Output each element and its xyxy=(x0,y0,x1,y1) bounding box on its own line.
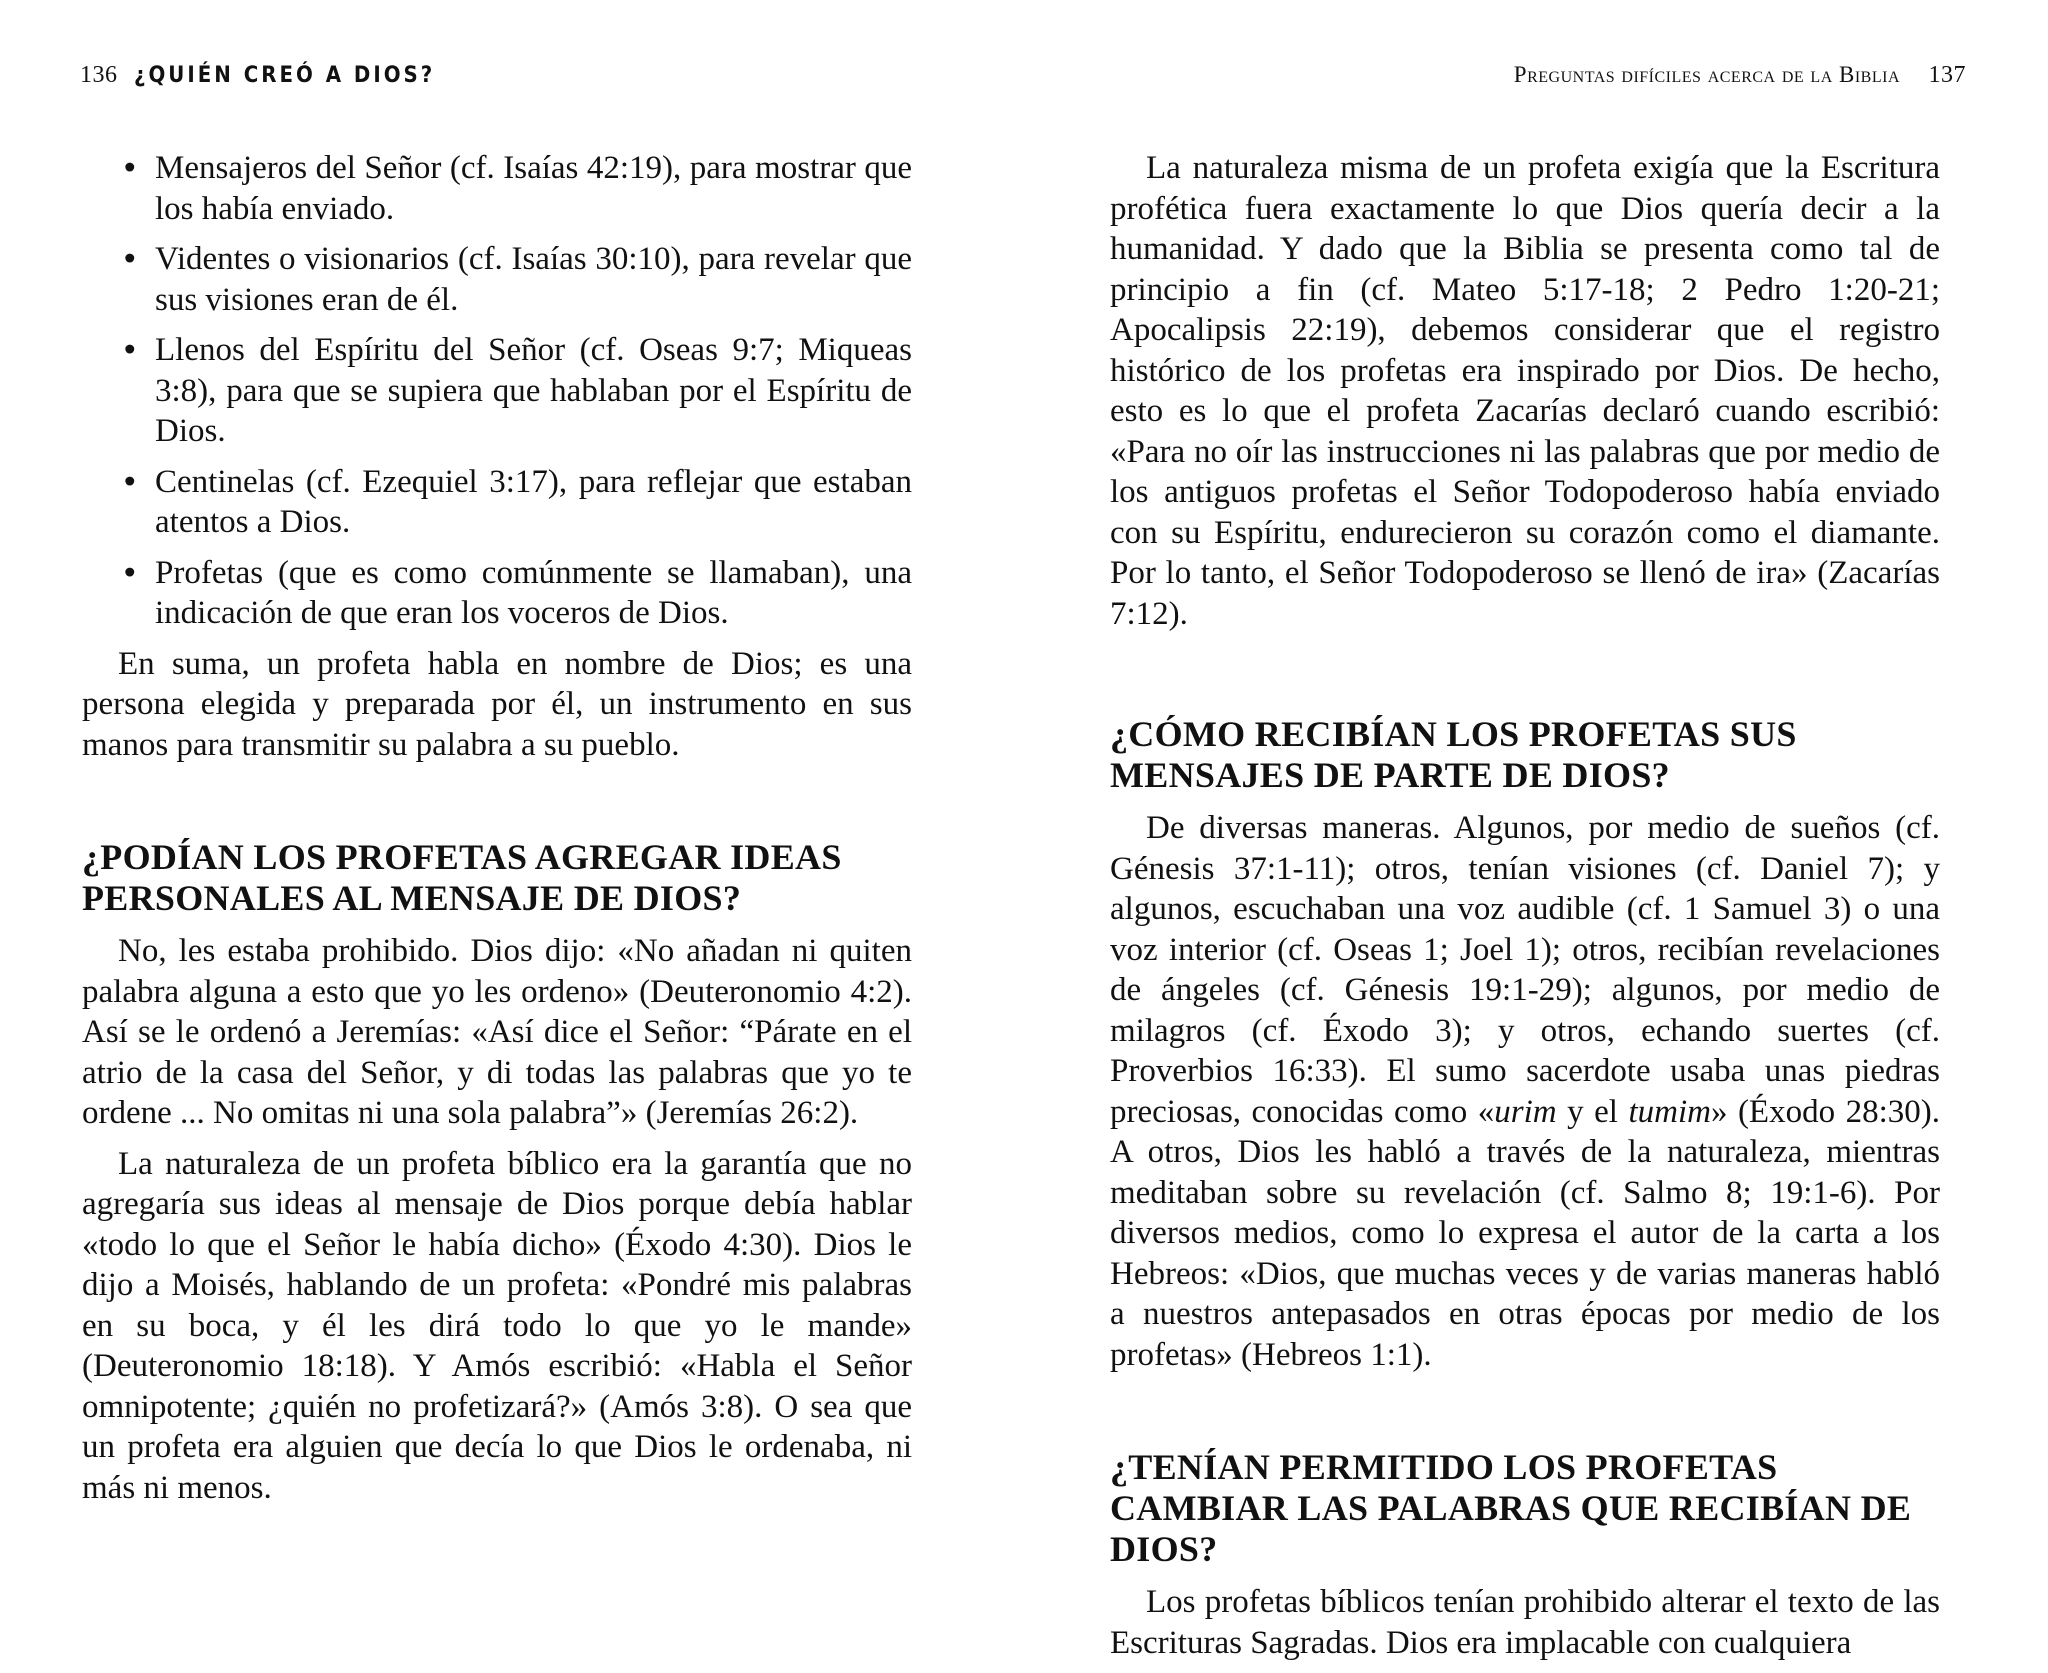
left-page xyxy=(0,0,1024,1667)
list-item: • Profetas (que es como comúnmente se llamaban), una indicación de que eran los voceros de Dios. xyxy=(124,554,912,631)
right-text-column xyxy=(1110,148,1940,1673)
section-heading: ¿PODÍAN LOS PROFETAS AGREGAR IDEAS PERSONALES AL MENSAJE DE DIOS? xyxy=(82,837,842,918)
body-paragraph: Los profetas bíblicos tenían prohibido alterar el texto de las Escrituras Sagradas. Dios era implacable con cualquiera xyxy=(1110,1584,1940,1661)
bullet-icon: • xyxy=(124,241,136,277)
body-paragraph: La naturaleza de un profeta bíblico era la garantía que no agregaría sus ideas al mensaje de Dios porque debía hablar «todo lo que el Señor le había dicho» (Éxodo 4:30). Dios le dijo a Moisés, hablando de un profeta: «Pondré mis palabras en su boca, y él les dirá todo lo que yo le mande» (Deuteronomio 18:18). Y Amós escribió: «Habla el Señor omnipotente; ¿quién no profetizará?» (Amós 3:8). O sea que un profeta era alguien que decía lo que Dios le ordenaba, ni más ni menos. xyxy=(82,1145,912,1506)
body-paragraph: La naturaleza misma de un profeta exigía que la Escritura profética fuera exactamente lo que Dios quería decir a la humanidad. Y dado que la Biblia se presenta como tal de principio a fin (cf. Mateo 5:17-18; 2 Pedro 1:20-21; Apocalipsis 22:19), debemos considerar que el registro histórico de los profetas era inspirado por Dios. De hecho, esto es lo que el profeta Zacarías declaró cuando escribió: «Para no oír las instrucciones ni las palabras que por medio de los antiguos profetas el Señor Todopoderoso había enviado con su Espíritu, endurecieron su corazón como el diamante. Por lo tanto, el Señor Todopoderoso se llenó de ira» (Zacarías 7:12). xyxy=(1110,150,1940,632)
bullet-icon: • xyxy=(124,332,136,368)
left-running-head xyxy=(80,62,435,89)
body-paragraph: No, les estaba prohibido. Dios dijo: «No añadan ni quiten palabra alguna a esto que yo les ordeno» (Deuteronomio 4:2). Así se le ordenó a Jeremías: «Así dice el Señor: “Párate en el atrio de la casa del Señor, y di todas las palabras que yo te ordene ... No omitas ni una sola palabra”» (Jeremías 26:2). xyxy=(82,933,912,1131)
book-title-header: ¿QUIÉN CREÓ A DIOS? xyxy=(134,63,436,88)
list-item: • Llenos del Espíritu del Señor (cf. Oseas 9:7; Miqueas 3:8), para que se supiera que hablaban por el Espíritu de Dios. xyxy=(124,332,912,449)
bullet-list xyxy=(92,148,912,634)
right-running-head xyxy=(1514,62,1966,89)
page-number-right: 137 xyxy=(1928,62,1966,88)
chapter-title-header: Preguntas difíciles acerca de la Biblia xyxy=(1513,62,1900,87)
list-item: • Videntes o visionarios (cf. Isaías 30:10), para revelar que sus visiones eran de él. xyxy=(124,241,912,318)
body-paragraph: De diversas maneras. Algunos, por medio de sueños (cf. Génesis 37:1-11); otros, tenían visiones (cf. Daniel 7); y algunos, escuchaban una voz audible (cf. 1 Samuel 3) o una voz interior (cf. Oseas 1; Joel 1); otros, recibían revelaciones de ángeles (cf. Génesis 19:1-29); algunos, por medio de milagros (cf. Éxodo 3); y otros, echando suertes (cf. Proverbios 16:33). El sumo sacerdote usaba unas piedras preciosas, conocidas como «urim y el tumim» (Éxodo 28:30). A otros, Dios les habló a través de la naturaleza, mientras meditaban sobre su revelación (cf. Salmo 8; 19:1-6). Por diversos medios, como lo expresa el autor de la carta a los Hebreos: «Dios, que muchas veces y de varias maneras habló a nuestros antepasados en otras épocas por medio de los profetas» (Hebreos 1:1). xyxy=(1110,810,1940,1373)
list-item: • Centinelas (cf. Ezequiel 3:17), para reflejar que estaban atentos a Dios. xyxy=(124,463,912,540)
bullet-icon: • xyxy=(124,150,136,186)
summary-paragraph: En suma, un profeta habla en nombre de Dios; es una persona elegida y preparada por él, un instrumento en sus manos para transmitir su palabra a su pueblo. xyxy=(82,645,912,763)
bullet-icon: • xyxy=(124,554,136,591)
left-text-column xyxy=(82,148,912,1518)
list-item: • Mensajeros del Señor (cf. Isaías 42:19), para mostrar que los había enviado. xyxy=(124,150,912,227)
section-heading: ¿CÓMO RECIBÍAN LOS PROFETAS SUS MENSAJES DE PARTE DE DIOS? xyxy=(1110,714,1797,795)
page-number-left: 136 xyxy=(80,62,118,88)
bullet-icon: • xyxy=(124,463,136,500)
right-page xyxy=(1024,0,2048,1667)
section-heading: ¿TENÍAN PERMITIDO LOS PROFETAS CAMBIAR LAS PALABRAS QUE RECIBÍAN DE DIOS? xyxy=(1110,1447,1912,1569)
